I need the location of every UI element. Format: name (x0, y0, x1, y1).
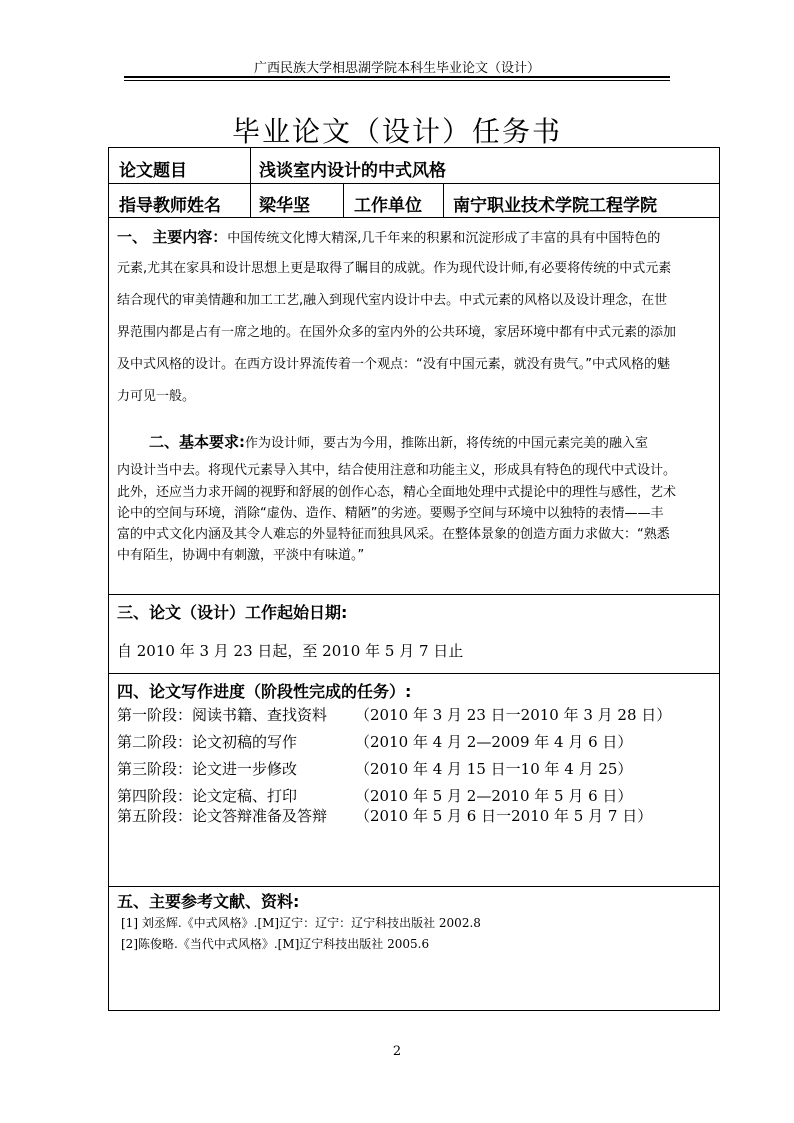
section-references-heading: 五、主要参考文献、资料: (117, 892, 300, 911)
cell-divider (250, 183, 251, 217)
stage-dates: （2010 年 4 月 15 日一10 年 4 月 25） (355, 760, 633, 778)
cell-divider (343, 183, 344, 217)
stage-dates: （2010 年 5 月 2—2010 年 5 月 6 日） (355, 787, 633, 805)
stage-row (117, 785, 632, 806)
row-divider (109, 886, 719, 887)
section1-line: 元素,尤其在家具和设计思想上更是取得了瞩目的成就。作为现代设计师,有必要将传统的中式元素 (117, 261, 672, 276)
header-rule-thin (124, 80, 670, 81)
section1-lead: 一、 主要内容： (117, 228, 228, 246)
section1-line: 及中式风格的设计。在西方设计界流传着一个观点：“没有中国元素，就没有贵气。”中式风格的魅 (117, 357, 670, 372)
header-rule (124, 76, 670, 78)
start-end-dates: 自 2010 年 3 月 23 日起，至 2010 年 5 月 7 日止 (117, 642, 464, 660)
row-divider (109, 594, 719, 595)
advisor-label: 指导教师姓名 (119, 196, 221, 216)
section2-line: 富的中式文化内涵及其令人难忘的外显特征而独具风采。在整体景象的创造方面力求做大：“熟悉 (117, 527, 670, 542)
cell-divider (250, 148, 251, 183)
section-start-dates-heading: 三、论文（设计）工作起始日期: (117, 603, 348, 622)
stage-dates: （2010 年 4 月 2—2009 年 4 月 6 日） (355, 733, 633, 751)
topic-label: 论文题目 (119, 161, 187, 181)
unit-label: 工作单位 (354, 196, 422, 216)
section2-line: 中有陌生，协调中有刺激，平淡中有味道。” (117, 548, 365, 563)
row-divider (109, 673, 719, 674)
stage-label: 第一阶段：阅读书籍、查找资料 (117, 706, 328, 724)
section1-line: 结合现代的审美情趣和加工工艺,融入到现代室内设计中去。中式元素的风格以及设计理念，在世 (117, 293, 668, 308)
stage-row (117, 805, 652, 826)
document-title: 毕业论文（设计）任务书 (231, 115, 562, 148)
running-header: 广西民族大学相思湖学院本科生毕业论文（设计） (253, 61, 540, 76)
section2-lead: 二、基本要求: (149, 433, 245, 451)
section-main-content (117, 226, 660, 247)
stage-label: 第四阶段：论文定稿、打印 (117, 787, 298, 805)
section2-line: 此外，还应当力求开阔的视野和舒展的创作心态，精心全面地处理中式提论中的理性与感性，艺术 (117, 485, 677, 500)
reference-item: [1] 刘丞辉.《中式风格》.[M]辽宁：辽宁：辽宁科技出版社 2002.8 (121, 916, 481, 930)
advisor-value: 梁华坚 (259, 196, 310, 216)
section-basic-requirements (149, 431, 648, 452)
section1-line: 力可见一般。 (117, 389, 196, 404)
unit-value: 南宁职业技术学院工程学院 (453, 196, 657, 216)
stage-dates: （2010 年 5 月 6 日一2010 年 5 月 7 日） (355, 807, 653, 825)
stage-dates: （2010 年 3 月 23 日一2010 年 3 月 28 日） (355, 706, 672, 724)
stage-label: 第五阶段：论文答辩准备及答辩 (117, 807, 328, 825)
stage-row (117, 704, 671, 725)
section1-line: 界范围内都是占有一席之地的。在国外众多的室内外的公共环境，家居环境中都有中式元素的添加 (117, 325, 677, 340)
row-divider (109, 217, 719, 218)
stage-label: 第三阶段：论文进一步修改 (117, 760, 298, 778)
page-number: 2 (392, 1044, 402, 1059)
row-divider (109, 183, 719, 184)
stage-row (117, 758, 632, 779)
topic-value: 浅谈室内设计的中式风格 (259, 161, 446, 181)
cell-divider (443, 183, 444, 217)
section1-line: 中国传统文化博大精深,几千年来的积累和沉淀形成了丰富的具有中国特色的 (227, 231, 661, 246)
task-form-table (108, 147, 720, 1011)
stage-row (117, 731, 632, 752)
section2-line: 论中的空间与环境，消除“虚伪、造作、精陋”的劣迹。要赐予空间与环境中以独特的表情——丰 (117, 506, 664, 521)
stage-label: 第二阶段：论文初稿的写作 (117, 733, 298, 751)
section2-line: 作为设计师，要古为今用，推陈出新，将传统的中国元素完美的融入室 (245, 436, 649, 451)
section-progress-heading: 四、论文写作进度（阶段性完成的任务）: (117, 682, 412, 701)
reference-item: [2]陈俊略.《当代中式风格》.[M]辽宁科技出版社 2005.6 (121, 937, 430, 951)
section2-line: 内设计当中去。将现代元素导入其中，结合使用注意和功能主义，形成具有特色的现代中式设计。 (117, 463, 677, 478)
